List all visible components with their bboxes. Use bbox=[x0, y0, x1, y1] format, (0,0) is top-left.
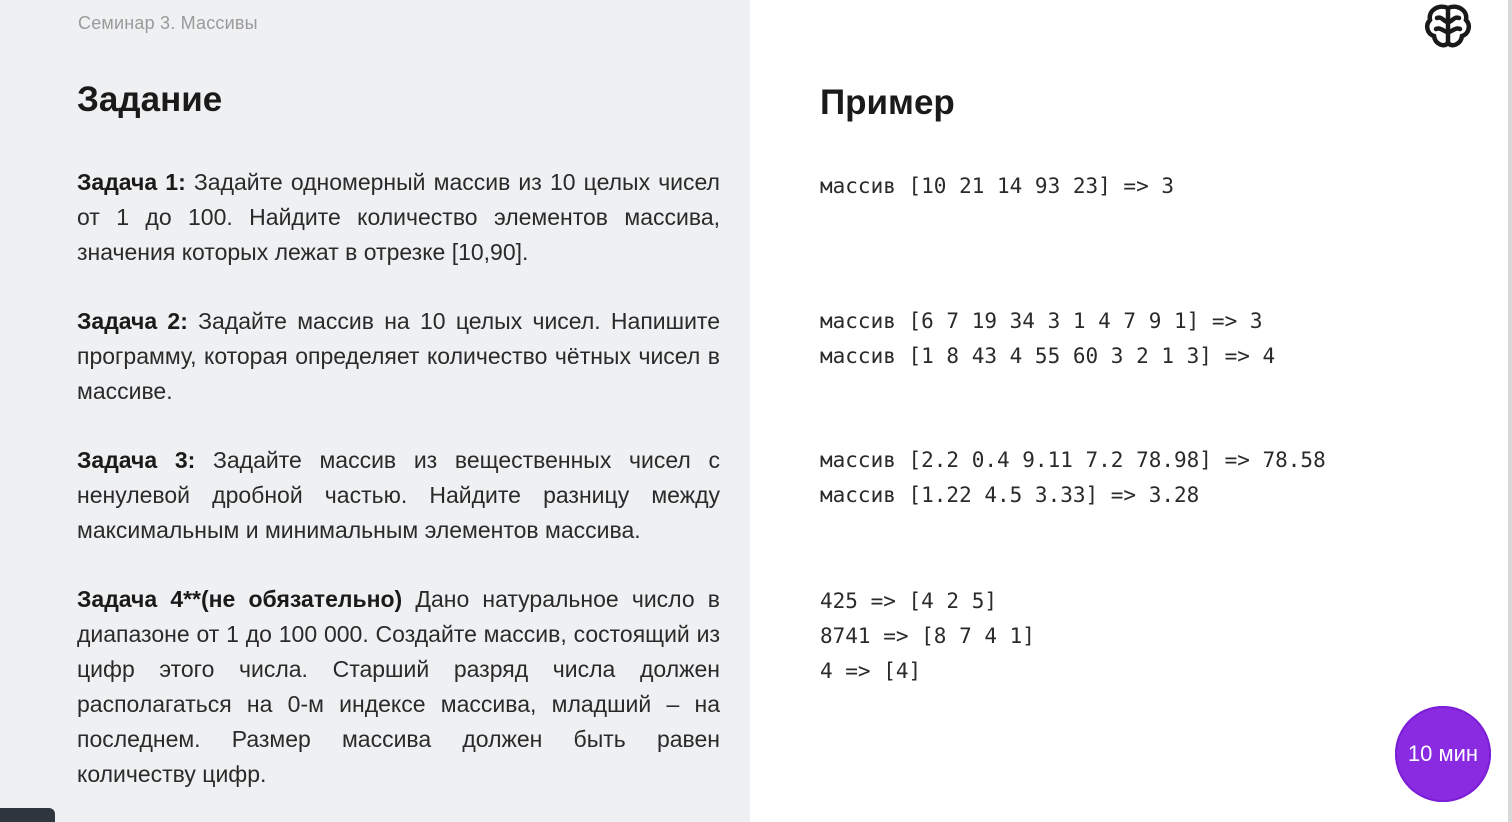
tasks-heading: Задание bbox=[77, 80, 223, 119]
task-2 bbox=[77, 304, 720, 409]
task-3-text: Задайте массив из вещественных чисел с ненулевой дробной частью. Найдите разницу между максимальным и минимальным элементов массива. bbox=[77, 447, 720, 543]
task-4-text: Дано натуральное число в диапазоне от 1 до 100 000. Создайте массив, состоящий из цифр этого числа. Старший разряд числа должен располагаться на 0-м индексе массива, младший – на последнем. Размер массива должен быть равен количеству цифр. bbox=[77, 586, 721, 787]
example-line: 4 => [4] bbox=[820, 659, 922, 683]
example-line: массив [1 8 43 4 55 60 3 2 1 3] => 4 bbox=[820, 344, 1276, 368]
task-3 bbox=[77, 443, 720, 548]
example-panel bbox=[750, 0, 1512, 822]
example-line: массив [1.22 4.5 3.33] => 3.28 bbox=[820, 483, 1200, 507]
task-2-label: Задача 2: bbox=[77, 308, 188, 334]
example-4 bbox=[820, 584, 1035, 689]
example-3 bbox=[820, 443, 1326, 513]
task-1 bbox=[77, 165, 720, 270]
example-line: массив [6 7 19 34 3 1 4 7 9 1] => 3 bbox=[820, 309, 1263, 333]
example-line: массив [10 21 14 93 23] => 3 bbox=[820, 174, 1175, 198]
task-4 bbox=[77, 582, 720, 792]
timer-badge: 10 мин bbox=[1395, 706, 1491, 802]
window-edge bbox=[1508, 0, 1512, 822]
example-line: массив [2.2 0.4 9.11 7.2 78.98] => 78.58 bbox=[820, 448, 1326, 472]
brain-logo-icon bbox=[1422, 0, 1474, 52]
task-1-text: Задайте одномерный массив из 10 целых чисел от 1 до 100. Найдите количество элементов массива, значения которых лежат в отрезке [10,90]. bbox=[77, 169, 720, 265]
example-2 bbox=[820, 304, 1275, 374]
example-line: 425 => [4 2 5] bbox=[820, 589, 998, 613]
task-3-label: Задача 3: bbox=[77, 447, 196, 473]
examples-heading: Пример bbox=[820, 83, 955, 122]
task-2-text: Задайте массив на 10 целых чисел. Напишите программу, которая определяет количество чётных чисел в массиве. bbox=[77, 308, 720, 404]
task-1-label: Задача 1: bbox=[77, 169, 186, 195]
breadcrumb: Семинар 3. Массивы bbox=[78, 13, 258, 33]
example-1 bbox=[820, 169, 1174, 204]
corner-tab[interactable] bbox=[0, 808, 55, 822]
task-4-label: Задача 4**(не обязательно) bbox=[77, 586, 403, 612]
example-line: 8741 => [8 7 4 1] bbox=[820, 624, 1035, 648]
